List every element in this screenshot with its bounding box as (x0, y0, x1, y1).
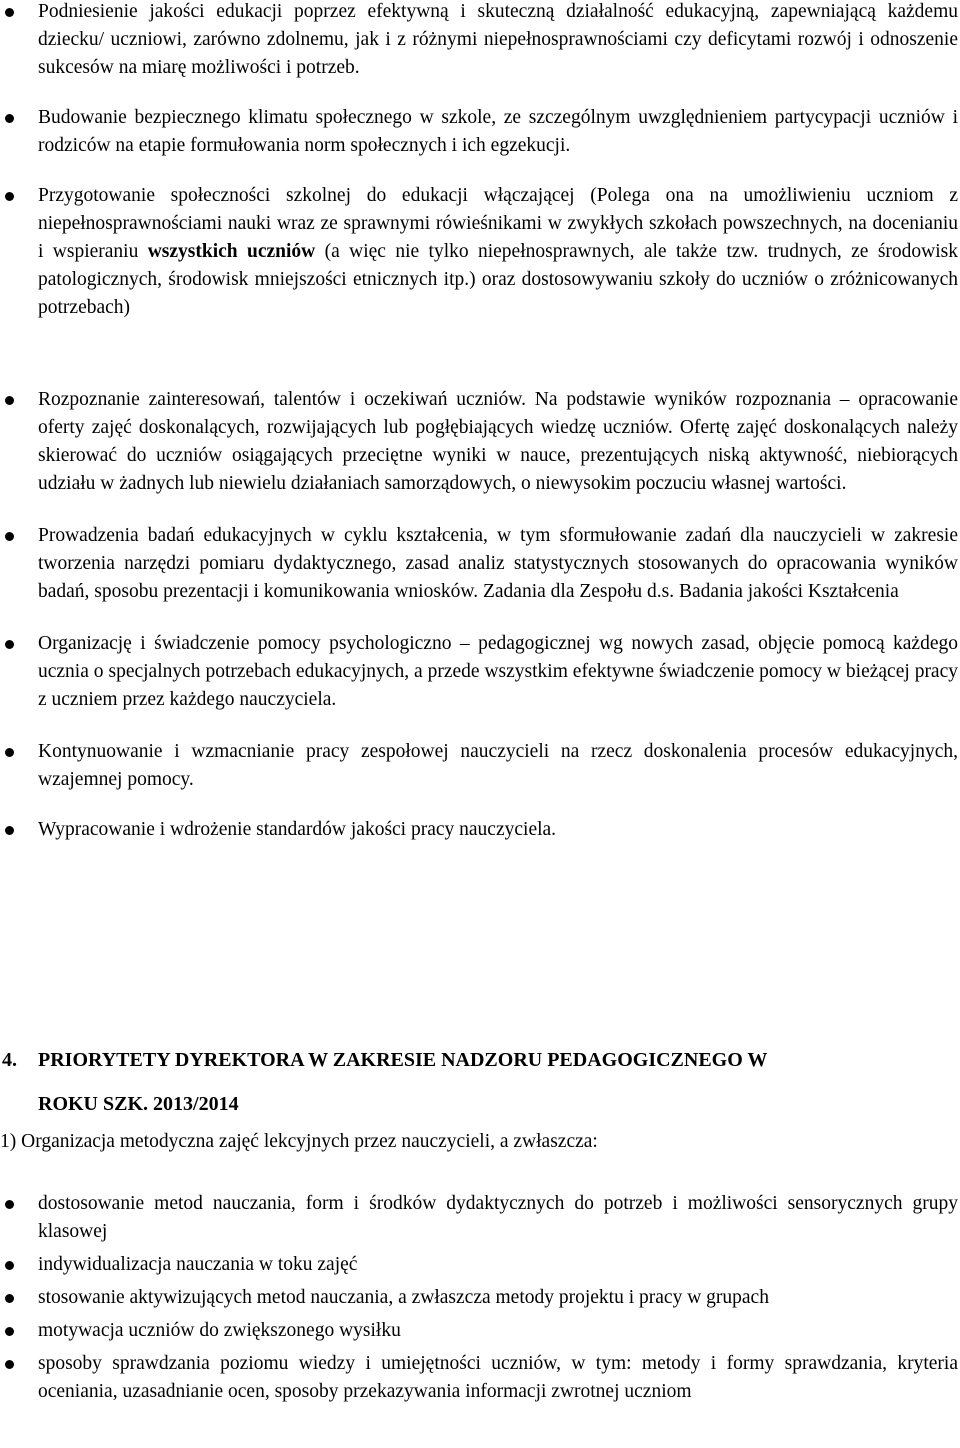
bullet-icon (5, 1200, 14, 1209)
list-item (0, 182, 958, 322)
bullet-icon (5, 114, 14, 123)
list-item (0, 522, 958, 606)
list-item (0, 816, 958, 844)
list-item-text: Wypracowanie i wdrożenie standardów jakości pracy nauczyciela. (38, 819, 557, 840)
list-item-text: motywacja uczniów do zwiększonego wysiłku (38, 1320, 401, 1341)
list-item (0, 0, 958, 82)
list-item-text: indywidualizacja nauczania w toku zajęć (38, 1254, 358, 1275)
list-item (0, 1251, 958, 1279)
bullet-icon (5, 826, 14, 835)
list-item-text: sposoby sprawdzania poziomu wiedzy i umiejętności uczniów, w tym: metody i formy sprawdzania, kryteria oceniania, uzasadnianie ocen, sposoby przekazywania informacji zwrotnej uczniom (38, 1353, 958, 1402)
bullet-icon (5, 1360, 14, 1369)
bullet-icon (5, 1294, 14, 1303)
bullet-icon (5, 8, 14, 17)
subheading: 1) Organizacja metodyczna zajęć lekcyjnych przez nauczycieli, a zwłaszcza: (0, 1131, 598, 1152)
section-number: 4. (2, 1049, 17, 1071)
list-item-text: Budowanie bezpiecznego klimatu społecznego w szkole, ze szczególnym uwzględnieniem partycypacji uczniów i rodziców na etapie formułowania norm społecznych i ich egzekucji. (38, 107, 958, 156)
list-item-text: stosowanie aktywizujących metod nauczania, a zwłaszcza metody projektu i pracy w grupach (38, 1287, 769, 1308)
list-item-text: Kontynuowanie i wzmacnianie pracy zespołowej nauczycieli na rzecz doskonalenia procesów edukacyjnych, wzajemnej pomocy. (38, 741, 958, 790)
section-title-line1: PRIORYTETY DYREKTORA W ZAKRESIE NADZORU PEDAGOGICZNEGO W (38, 1049, 768, 1071)
list-item-text: Podniesienie jakości edukacji poprzez efektywną i skuteczną działalność edukacyjną, zapewniającą każdemu dziecku/ uczniowi, zarówno zdolnemu, jak i z różnymi niepełnosprawnościami czy deficytami rozwój i odnoszenie sukcesów na miarę możliwości i potrzeb. (38, 1, 958, 78)
list-item (0, 1317, 958, 1345)
methods-list (0, 1190, 958, 1411)
list-item-bold-text: wszystkich uczniów (147, 241, 316, 262)
list-item (0, 1284, 958, 1312)
list-item (0, 386, 958, 498)
list-item-text: (a więc nie tylko niepełnosprawnych, ale także tzw. trudnych, ze środowisk patologicznych, środowisk mniejszości etnicznych itp.) oraz dostosowywaniu szkoły do uczniów o zróżnicowanych potrzebach) (38, 241, 958, 318)
list-item (0, 1350, 958, 1406)
bullet-icon (5, 640, 14, 649)
list-item (0, 630, 958, 714)
list-item (0, 738, 958, 794)
section-title-line2: ROKU SZK. 2013/2014 (38, 1093, 239, 1115)
bullet-icon (5, 748, 14, 757)
bullet-icon (5, 1261, 14, 1270)
list-item-text: Prowadzenia badań edukacyjnych w cyklu kształcenia, w tym sformułowanie zadań dla nauczycieli w zakresie tworzenia narzędzi pomiaru dydaktycznego, zasad analiz statystycznych stosowanych do opracowania wyników badań, sposobu prezentacji i komunikowania wniosków. Zadania dla Zespołu d.s. Badania jakości Kształcenia (38, 525, 958, 602)
list-item-text: Rozpoznanie zainteresowań, talentów i oczekiwań uczniów. Na podstawie wyników rozpoznania – opracowanie oferty zajęć doskonalących, rozwijających lub pogłębiających wiedzę uczniów. Ofertę zajęć doskonalących należy skierować do uczniów osiągających przeciętne wyniki w nauce, prezentujących niską aktywność, niebiorących udziału w żadnych lub niewielu działaniach samorządowych, o niewysokim poczuciu własnej wartości. (38, 389, 958, 494)
list-item-text: Organizację i świadczenie pomocy psychologiczno – pedagogicznej wg nowych zasad, objęcie pomocą każdego ucznia o specjalnych potrzebach edukacyjnych, a przede wszystkim efektywne świadczenie pomocy w bieżącej pracy z uczniem przez każdego nauczyciela. (38, 633, 958, 710)
list-item-text: Przygotowanie społeczności szkolnej do edukacji włączającej (Polega ona na umożliwieniu uczniom z niepełnosprawnościami nauki wraz ze sprawnymi rówieśnikami w zwykłych szkołach powszechnych, na docenianiu i wspieraniu (38, 185, 958, 262)
list-item (0, 1190, 958, 1246)
list-item (0, 104, 958, 160)
bullet-icon (5, 1327, 14, 1336)
bullet-icon (5, 192, 14, 201)
bullet-icon (5, 396, 14, 405)
list-item-text: dostosowanie metod nauczania, form i środków dydaktycznych do potrzeb i możliwości sensorycznych grupy klasowej (38, 1193, 958, 1242)
bullet-icon (5, 532, 14, 541)
